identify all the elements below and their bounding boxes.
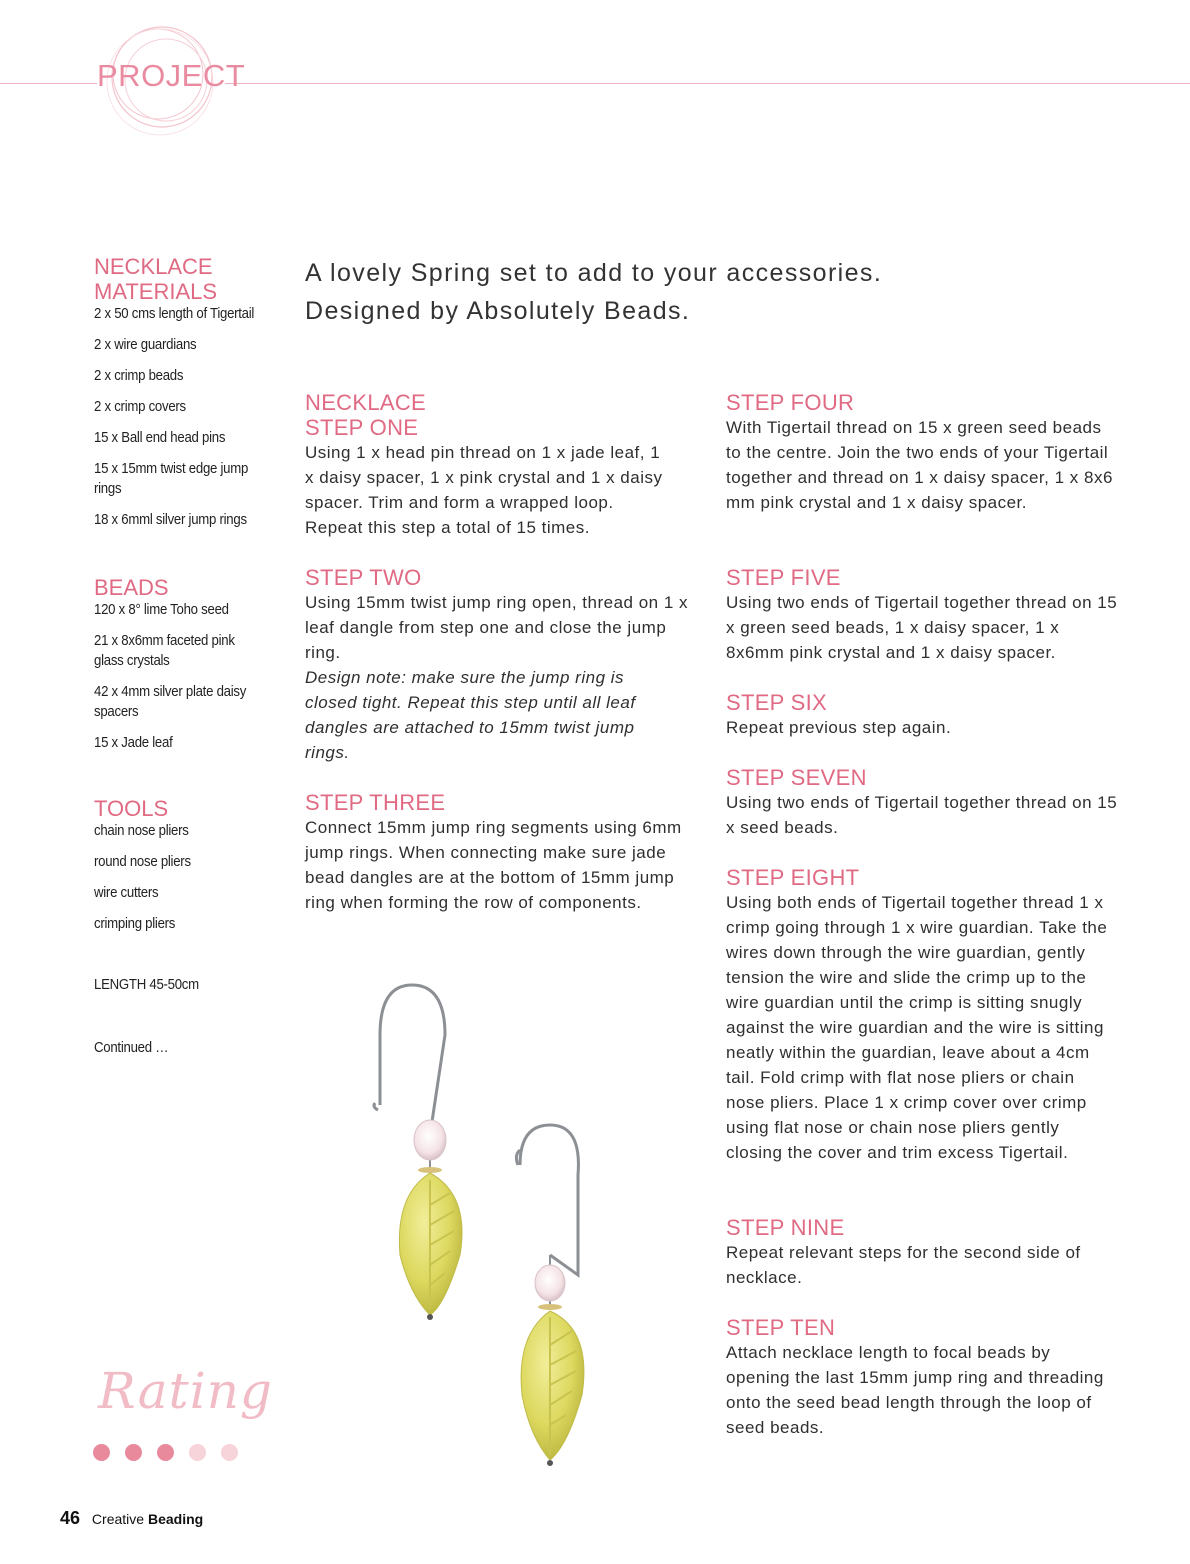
step-six [726,690,1121,740]
tools-heading: TOOLS [94,796,169,821]
step-two [305,565,700,765]
magazine-name: Beading [147,1511,204,1527]
step-one-title-line-1: NECKLACE [305,390,426,415]
rating-dot-empty [221,1444,238,1461]
step-five-body: Using two ends of Tigertail together thread on 15 x green seed beads, 1 x daisy spacer, 1 x 8x6mm pink crystal and 1 x daisy spacer. [726,593,1118,662]
list-item: 2 x crimp beads [94,367,184,384]
continued-note: Continued … [94,1039,169,1056]
step-one-body: Using 1 x head pin thread on 1 x jade leaf, 1 x daisy spacer, 1 x pink crystal and 1 x daisy spacer. Trim and form a wrapped loop. Repeat this step a total of 15 times. [305,443,663,537]
step-one-title-line-2: STEP ONE [305,415,419,440]
list-item: 120 x 8° lime Toho seed [94,601,229,618]
rating-dot-filled [93,1444,110,1461]
page-footer [60,1508,203,1529]
step-four-body: With Tigertail thread on 15 x green seed beads to the centre. Join the two ends of your Tigertail together and thread on 1 x daisy spacer, 1 x 8x6 mm pink crystal and 1 x daisy spacer. [726,418,1113,512]
step-ten-body: Attach necklace length to focal beads by opening the last 15mm jump ring and threading onto the seed bead length through the loop of seed beads. [726,1343,1104,1437]
section-label: PROJECT [97,58,246,93]
earrings-photo [350,975,650,1475]
step-one [305,390,700,540]
list-item: 18 x 6mml silver jump rings [94,511,247,528]
beads-section [94,575,294,764]
magazine-prefix: Creative [91,1511,145,1527]
step-nine-body: Repeat relevant steps for the second side of necklace. [726,1243,1081,1287]
necklace-materials-list [94,304,294,530]
list-item: 2 x 50 cms length of Tigertail [94,305,255,322]
rating-dot-filled [157,1444,174,1461]
list-item: 15 x Jade leaf [94,734,173,751]
intro-line-2: Designed by Absolutely Beads. [305,297,691,325]
step-eight [726,865,1121,1165]
step-two-title: STEP TWO [305,565,422,590]
list-item: 15 x 15mm twist edge jump rings [94,460,249,497]
step-six-title: STEP SIX [726,690,828,715]
step-three-title: STEP THREE [305,790,446,815]
intro-line-1: A lovely Spring set to add to your accessories. [305,259,883,287]
rating-dot-empty [189,1444,206,1461]
list-item: chain nose pliers [94,822,189,839]
step-seven [726,765,1121,840]
step-two-body: Using 15mm twist jump ring open, thread on 1 x leaf dangle from step one and close the jump ring. [305,593,689,662]
list-item: 2 x crimp covers [94,398,186,415]
left-earring [374,985,462,1320]
step-four-title: STEP FOUR [726,390,855,415]
beads-heading: BEADS [94,575,169,600]
list-item: 42 x 4mm silver plate daisy spacers [94,683,247,720]
step-six-body: Repeat previous step again. [726,718,952,737]
step-ten [726,1315,1121,1440]
list-item: crimping pliers [94,915,176,932]
step-four [726,390,1121,515]
rating-dot-filled [125,1444,142,1461]
step-nine-title: STEP NINE [726,1215,845,1240]
page-number: 46 [60,1508,81,1528]
header-rule-left [0,83,97,84]
step-eight-body: Using both ends of Tigertail together thread 1 x crimp going through 1 x wire guardian. Take the wires down through the wire guardian, gently tension the wire and slide the crimp up to the wire guardian until the crimp is sitting snugly against the wire guardian and the wire is sitting neatly within the guardian, leave about a 4cm tail. Fold crimp with flat nose pliers or chain nose pliers. Place 1 x crimp cover over crimp using flat nose or chain nose pliers gently closing the cover and trim excess Tigertail. [726,893,1108,1162]
step-seven-title: STEP SEVEN [726,765,867,790]
list-item: wire cutters [94,884,159,901]
necklace-materials-heading: NECKLACE MATERIALS [94,254,218,304]
necklace-length: LENGTH 45-50cm [94,976,199,993]
step-three-body: Connect 15mm jump ring segments using 6mm jump rings. When connecting make sure jade bead dangles are at the bottom of 15mm jump ring when forming the row of components. [305,818,682,912]
rating-label: Rating [98,1362,273,1420]
right-earring [516,1125,584,1466]
step-nine [726,1215,1121,1290]
beads-list [94,600,294,753]
step-five-title: STEP FIVE [726,565,841,590]
step-two-design-note: Design note: make sure the jump ring is closed tight. Repeat this step until all leaf dangles are attached to 15mm twist jump rings. [305,668,636,762]
tools-list [94,821,294,934]
list-item: 2 x wire guardians [94,336,197,353]
list-item: round nose pliers [94,853,191,870]
necklace-materials-section [94,254,294,541]
step-three [305,790,700,915]
list-item: 21 x 8x6mm faceted pink glass crystals [94,632,235,669]
tools-section [94,796,294,945]
step-ten-title: STEP TEN [726,1315,836,1340]
intro-text [305,254,1005,330]
step-eight-title: STEP EIGHT [726,865,860,890]
step-seven-body: Using two ends of Tigertail together thread on 15 x seed beads. [726,793,1118,837]
header-rule-right [225,83,1190,84]
step-five [726,565,1121,665]
list-item: 15 x Ball end head pins [94,429,226,446]
